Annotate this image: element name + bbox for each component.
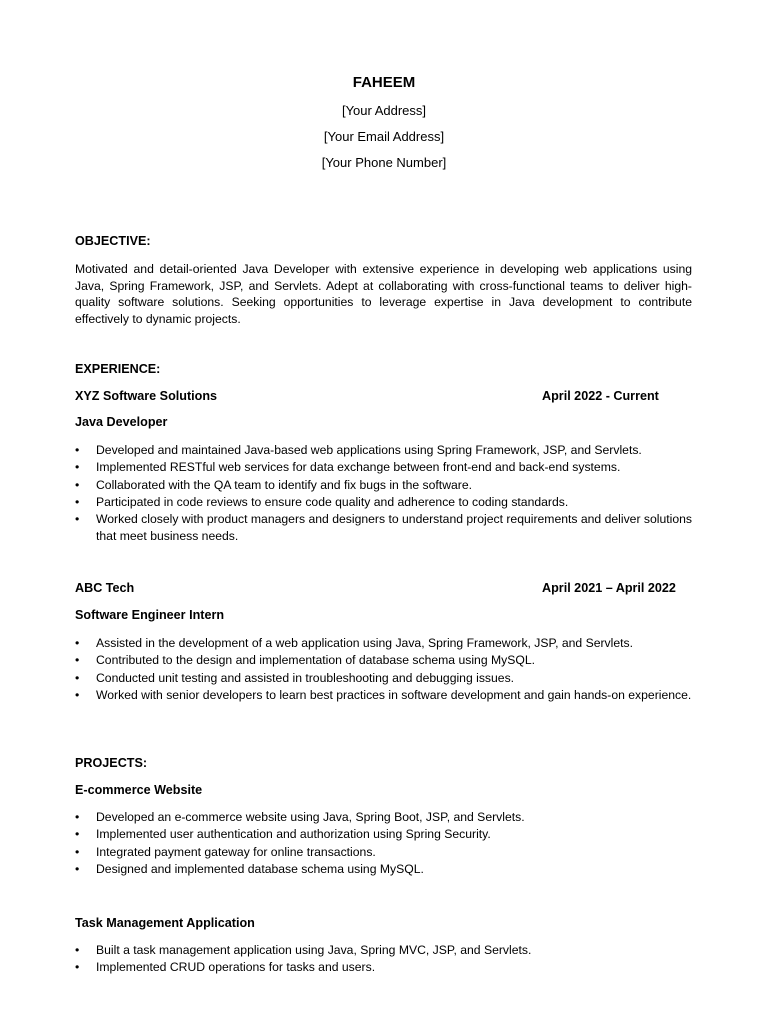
list-item: • Worked closely with product managers and designers to understand project requirements and deliver solutions that meet business needs. <box>75 511 692 546</box>
list-item: • Developed an e-commerce website using Java, Spring Boot, JSP, and Servlets. <box>75 809 692 826</box>
job-dates: April 2022 - Current <box>542 389 659 403</box>
job-role: Java Developer <box>75 415 168 429</box>
project-title: Task Management Application <box>75 916 255 930</box>
objective-heading: OBJECTIVE: <box>75 234 151 248</box>
phone-line: [Your Phone Number] <box>321 155 447 170</box>
project-bullet-list <box>75 809 692 878</box>
objective-text: Motivated and detail-oriented Java Developer with extensive experience in developing web applications using Java, Spring Framework, JSP, and Servlets. Adept at collaborating with cross-functional teams to deliver high-quality software solutions. Seeking opportunities to leverage expertise in Java development to contribute effectively to dynamic projects. <box>75 262 692 327</box>
project-bullet-list <box>75 942 692 977</box>
list-item: • Participated in code reviews to ensure code quality and adherence to coding standards. <box>75 494 692 511</box>
list-item: • Conducted unit testing and assisted in troubleshooting and debugging issues. <box>75 670 692 687</box>
list-item: • Integrated payment gateway for online transactions. <box>75 844 692 861</box>
list-item: • Implemented RESTful web services for data exchange between front-end and back-end systems. <box>75 459 692 476</box>
list-item: • Assisted in the development of a web application using Java, Spring Framework, JSP, and Servlets. <box>75 635 692 652</box>
job-company: XYZ Software Solutions <box>75 389 218 403</box>
list-item: • Worked with senior developers to learn best practices in software development and gain hands-on experience. <box>75 687 692 704</box>
projects-heading: PROJECTS: <box>75 756 148 770</box>
list-item: • Collaborated with the QA team to identify and fix bugs in the software. <box>75 477 692 494</box>
job-bullet-list <box>75 442 692 546</box>
list-item: • Implemented CRUD operations for tasks and users. <box>75 959 692 976</box>
job-dates: April 2021 – April 2022 <box>542 581 676 595</box>
list-item: • Developed and maintained Java-based web applications using Spring Framework, JSP, and Servlets. <box>75 442 692 459</box>
list-item: • Designed and implemented database schema using MySQL. <box>75 861 692 878</box>
job-role: Software Engineer Intern <box>75 608 225 622</box>
experience-heading: EXPERIENCE: <box>75 362 161 376</box>
job-company: ABC Tech <box>75 581 135 595</box>
address-line: [Your Address] <box>341 103 427 118</box>
list-item: • Implemented user authentication and authorization using Spring Security. <box>75 826 692 843</box>
list-item: • Built a task management application using Java, Spring MVC, JSP, and Servlets. <box>75 942 692 959</box>
job-bullet-list <box>75 635 692 704</box>
project-title: E-commerce Website <box>75 783 203 797</box>
candidate-name: FAHEEM <box>352 74 416 91</box>
email-line: [Your Email Address] <box>323 129 445 144</box>
list-item: • Contributed to the design and implementation of database schema using MySQL. <box>75 652 692 669</box>
